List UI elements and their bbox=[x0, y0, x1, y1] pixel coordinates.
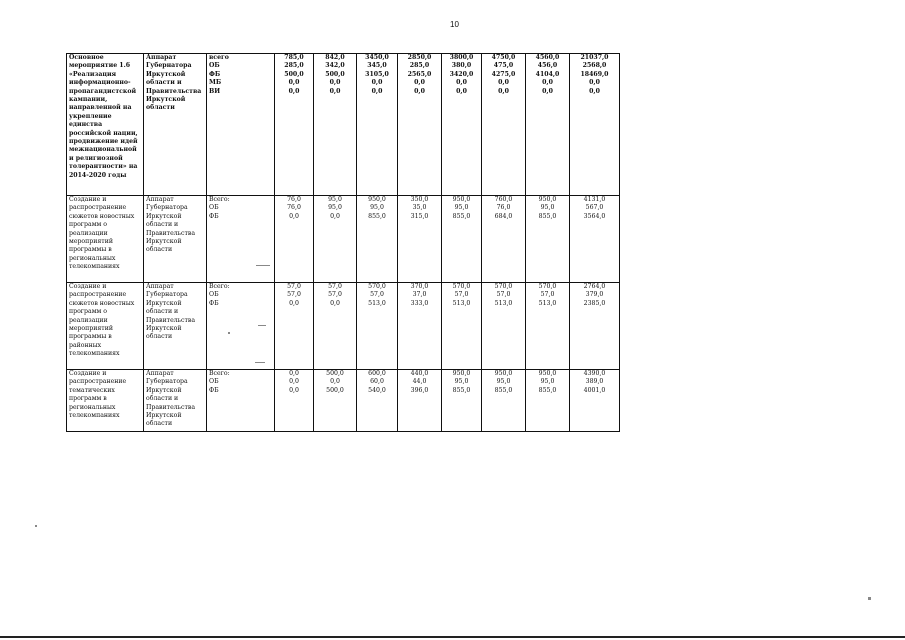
amount-value: 21037,0 bbox=[580, 54, 609, 61]
amount-cell bbox=[314, 370, 357, 432]
amount-value: 0,0 bbox=[542, 79, 553, 87]
amount-cell bbox=[526, 54, 570, 196]
amount-cell bbox=[314, 54, 357, 196]
amount-value: 57,0 bbox=[287, 283, 301, 290]
amount-cell bbox=[398, 54, 442, 196]
amount-cell bbox=[357, 54, 398, 196]
executor-cell: Аппарат Губернатора Иркутской области и Правительства Иркутской области bbox=[144, 370, 207, 432]
amount-value: 315,0 bbox=[410, 212, 429, 220]
amount-value: 379,0 bbox=[585, 291, 604, 299]
amount-cell bbox=[275, 370, 314, 432]
amount-value: 0,0 bbox=[498, 79, 509, 87]
amount-cell bbox=[482, 54, 526, 196]
funding-source-label: Всего: bbox=[209, 370, 230, 377]
amount-cell bbox=[526, 370, 570, 432]
funding-source-label: Всего: bbox=[209, 196, 230, 203]
amount-cell bbox=[275, 54, 314, 196]
amount-value: 0,0 bbox=[288, 79, 300, 87]
amount-value: 0,0 bbox=[542, 87, 553, 95]
funding-source-label: ОБ bbox=[209, 291, 219, 299]
amount-cell bbox=[442, 370, 482, 432]
amount-value: 0,0 bbox=[289, 370, 299, 377]
amount-value: 0,0 bbox=[289, 378, 299, 386]
amount-value: 95,0 bbox=[328, 204, 342, 212]
amount-value: 513,0 bbox=[452, 299, 471, 307]
amount-value: 855,0 bbox=[538, 386, 557, 394]
amount-value: 570,0 bbox=[538, 283, 557, 290]
amount-cell bbox=[314, 283, 357, 370]
amount-value: 950,0 bbox=[452, 370, 471, 377]
amount-value: 4390,0 bbox=[583, 370, 606, 377]
amount-value: 2385,0 bbox=[583, 299, 606, 307]
amount-value: 0,0 bbox=[414, 87, 425, 95]
amount-value: 95,0 bbox=[370, 204, 384, 212]
funding-source-label: ВИ bbox=[209, 87, 221, 95]
amount-value: 855,0 bbox=[452, 386, 471, 394]
amount-value: 3450,0 bbox=[365, 54, 389, 61]
amount-value: 0,0 bbox=[329, 79, 341, 87]
funding-sources-cell bbox=[207, 283, 275, 370]
amount-value: 60,0 bbox=[370, 378, 384, 386]
amount-value: 855,0 bbox=[452, 212, 471, 220]
scan-edge bbox=[0, 636, 905, 638]
amount-cell bbox=[570, 54, 620, 196]
amount-value: 370,0 bbox=[410, 283, 429, 290]
amount-value: 333,0 bbox=[410, 299, 429, 307]
amount-cell bbox=[570, 196, 620, 283]
amount-value: 389,0 bbox=[585, 378, 604, 386]
funding-sources-cell bbox=[207, 54, 275, 196]
amount-value: 0,0 bbox=[289, 212, 299, 220]
measure-description: Создание и распространение тематических программ в региональных телекомпаниях bbox=[67, 370, 144, 432]
amount-value: 345,0 bbox=[367, 62, 387, 70]
amount-value: 44,0 bbox=[412, 378, 427, 386]
amount-value: 0,0 bbox=[371, 79, 383, 87]
amount-cell bbox=[482, 283, 526, 370]
amount-cell bbox=[357, 283, 398, 370]
amount-cell bbox=[526, 283, 570, 370]
amount-cell bbox=[570, 370, 620, 432]
funding-source-label: ОБ bbox=[209, 62, 220, 70]
amount-value: 0,0 bbox=[456, 87, 467, 95]
amount-value: 500,0 bbox=[325, 70, 345, 78]
amount-value: 0,0 bbox=[329, 87, 341, 95]
amount-value: 0,0 bbox=[589, 79, 600, 87]
amount-value: 350,0 bbox=[410, 196, 429, 203]
measure-description: Основное мероприятие 1.6 «Реализация информационно-пропагандистской кампании, направленной на укрепление единства российской нации, продвижение идей межнациональной и религиозной толерантности» на 2014-2020 годы bbox=[67, 54, 144, 196]
amount-value: 570,0 bbox=[494, 283, 513, 290]
amount-value: 4750,0 bbox=[491, 54, 516, 61]
funding-source-label: Всего: bbox=[209, 283, 230, 290]
table-row bbox=[67, 370, 620, 432]
amount-value: 540,0 bbox=[368, 386, 386, 394]
amount-value: 285,0 bbox=[409, 62, 430, 70]
amount-value: 3420,0 bbox=[449, 70, 474, 78]
amount-value: 2565,0 bbox=[407, 70, 432, 78]
amount-value: 500,0 bbox=[284, 70, 304, 78]
amount-value: 0,0 bbox=[288, 87, 300, 95]
amount-value: 855,0 bbox=[494, 386, 513, 394]
amount-cell bbox=[398, 196, 442, 283]
funding-source-label: ОБ bbox=[209, 204, 219, 212]
amount-cell bbox=[570, 283, 620, 370]
amount-value: 0,0 bbox=[330, 212, 340, 220]
amount-cell bbox=[398, 370, 442, 432]
amount-value: 950,0 bbox=[494, 370, 513, 377]
amount-value: 76,0 bbox=[287, 196, 301, 203]
funding-source-label: ФБ bbox=[209, 212, 219, 220]
amount-value: 513,0 bbox=[494, 299, 513, 307]
amount-value: 95,0 bbox=[496, 378, 511, 386]
amount-value: 95,0 bbox=[540, 204, 555, 212]
funding-source-label: всего bbox=[209, 54, 229, 61]
amount-cell bbox=[314, 196, 357, 283]
amount-value: 18469,0 bbox=[580, 70, 609, 78]
amount-value: 95,0 bbox=[540, 378, 555, 386]
amount-value: 4275,0 bbox=[491, 70, 516, 78]
amount-cell bbox=[482, 196, 526, 283]
amount-value: 500,0 bbox=[326, 370, 344, 377]
funding-sources-cell bbox=[207, 370, 275, 432]
amount-value: 2850,0 bbox=[407, 54, 432, 61]
amount-value: 95,0 bbox=[454, 378, 469, 386]
amount-value: 76,0 bbox=[287, 204, 301, 212]
table-row bbox=[67, 54, 620, 196]
amount-value: 0,0 bbox=[498, 87, 509, 95]
amount-cell bbox=[357, 196, 398, 283]
amount-value: 3800,0 bbox=[449, 54, 474, 61]
amount-value: 456,0 bbox=[537, 62, 558, 70]
amount-value: 0,0 bbox=[330, 378, 340, 386]
amount-value: 950,0 bbox=[538, 196, 557, 203]
amount-value: 0,0 bbox=[289, 386, 299, 394]
amount-value: 684,0 bbox=[494, 212, 513, 220]
amount-value: 57,0 bbox=[287, 291, 301, 299]
amount-value: 37,0 bbox=[412, 291, 427, 299]
amount-value: 0,0 bbox=[456, 79, 467, 87]
amount-cell bbox=[442, 196, 482, 283]
funding-source-label: ФБ bbox=[209, 299, 219, 307]
amount-value: 570,0 bbox=[452, 283, 471, 290]
page-number: 10 bbox=[450, 20, 459, 29]
amount-value: 855,0 bbox=[368, 212, 386, 220]
executor-cell: Аппарат Губернатора Иркутской области и Правительства Иркутской области bbox=[144, 283, 207, 370]
amount-value: 57,0 bbox=[496, 291, 511, 299]
amount-value: 4104,0 bbox=[535, 70, 560, 78]
amount-value: 855,0 bbox=[538, 212, 557, 220]
amount-value: 4560,0 bbox=[535, 54, 560, 61]
amount-cell bbox=[398, 283, 442, 370]
amount-value: 95,0 bbox=[454, 204, 469, 212]
budget-table bbox=[66, 53, 620, 432]
amount-value: 57,0 bbox=[540, 291, 555, 299]
funding-source-label: ФБ bbox=[209, 70, 221, 78]
amount-value: 57,0 bbox=[328, 283, 342, 290]
executor-cell: Аппарат Губернатора Иркутской области и Правительства Иркутской области bbox=[144, 54, 207, 196]
amount-value: 570,0 bbox=[368, 283, 386, 290]
amount-value: 2764,0 bbox=[583, 283, 606, 290]
amount-value: 0,0 bbox=[371, 87, 383, 95]
amount-cell bbox=[526, 196, 570, 283]
table-row bbox=[67, 283, 620, 370]
amount-value: 567,0 bbox=[585, 204, 604, 212]
amount-value: 3564,0 bbox=[583, 212, 606, 220]
amount-value: 0,0 bbox=[289, 299, 299, 307]
executor-cell: Аппарат Губернатора Иркутской области и Правительства Иркутской области bbox=[144, 196, 207, 283]
amount-value: 4001,0 bbox=[583, 386, 606, 394]
amount-value: 760,0 bbox=[494, 196, 513, 203]
table-row bbox=[67, 196, 620, 283]
amount-value: 2568,0 bbox=[582, 62, 607, 70]
amount-value: 76,0 bbox=[496, 204, 511, 212]
amount-value: 0,0 bbox=[589, 87, 600, 95]
amount-value: 57,0 bbox=[328, 291, 342, 299]
amount-cell bbox=[357, 370, 398, 432]
amount-value: 380,0 bbox=[451, 62, 472, 70]
amount-value: 440,0 bbox=[410, 370, 429, 377]
amount-value: 513,0 bbox=[538, 299, 557, 307]
amount-value: 0,0 bbox=[330, 299, 340, 307]
amount-value: 785,0 bbox=[284, 54, 304, 61]
amount-value: 842,0 bbox=[325, 54, 345, 61]
amount-cell bbox=[275, 283, 314, 370]
amount-value: 4131,0 bbox=[583, 196, 606, 203]
funding-source-label: ФБ bbox=[209, 386, 219, 394]
amount-cell bbox=[442, 283, 482, 370]
measure-description: Создание и распространение сюжетов новостных программ о реализации мероприятий программы в районных телекомпаниях bbox=[67, 283, 144, 370]
amount-cell bbox=[442, 54, 482, 196]
amount-value: 950,0 bbox=[538, 370, 557, 377]
amount-value: 35,0 bbox=[412, 204, 427, 212]
amount-value: 57,0 bbox=[454, 291, 469, 299]
amount-value: 0,0 bbox=[414, 79, 425, 87]
amount-value: 513,0 bbox=[368, 299, 386, 307]
measure-description: Создание и распространение сюжетов новостных программ о реализации мероприятий программы в региональных телекомпаниях bbox=[67, 196, 144, 283]
funding-sources-cell bbox=[207, 196, 275, 283]
amount-value: 950,0 bbox=[368, 196, 386, 203]
amount-value: 57,0 bbox=[370, 291, 384, 299]
amount-cell bbox=[482, 370, 526, 432]
amount-value: 950,0 bbox=[452, 196, 471, 203]
amount-value: 396,0 bbox=[410, 386, 429, 394]
amount-value: 285,0 bbox=[284, 62, 304, 70]
amount-value: 342,0 bbox=[325, 62, 345, 70]
funding-source-label: МБ bbox=[209, 79, 222, 87]
amount-value: 475,0 bbox=[493, 62, 514, 70]
amount-value: 3105,0 bbox=[365, 70, 389, 78]
amount-cell bbox=[275, 196, 314, 283]
amount-value: 600,0 bbox=[368, 370, 386, 377]
amount-value: 500,0 bbox=[326, 386, 344, 394]
funding-source-label: ОБ bbox=[209, 378, 219, 386]
amount-value: 95,0 bbox=[328, 196, 342, 203]
